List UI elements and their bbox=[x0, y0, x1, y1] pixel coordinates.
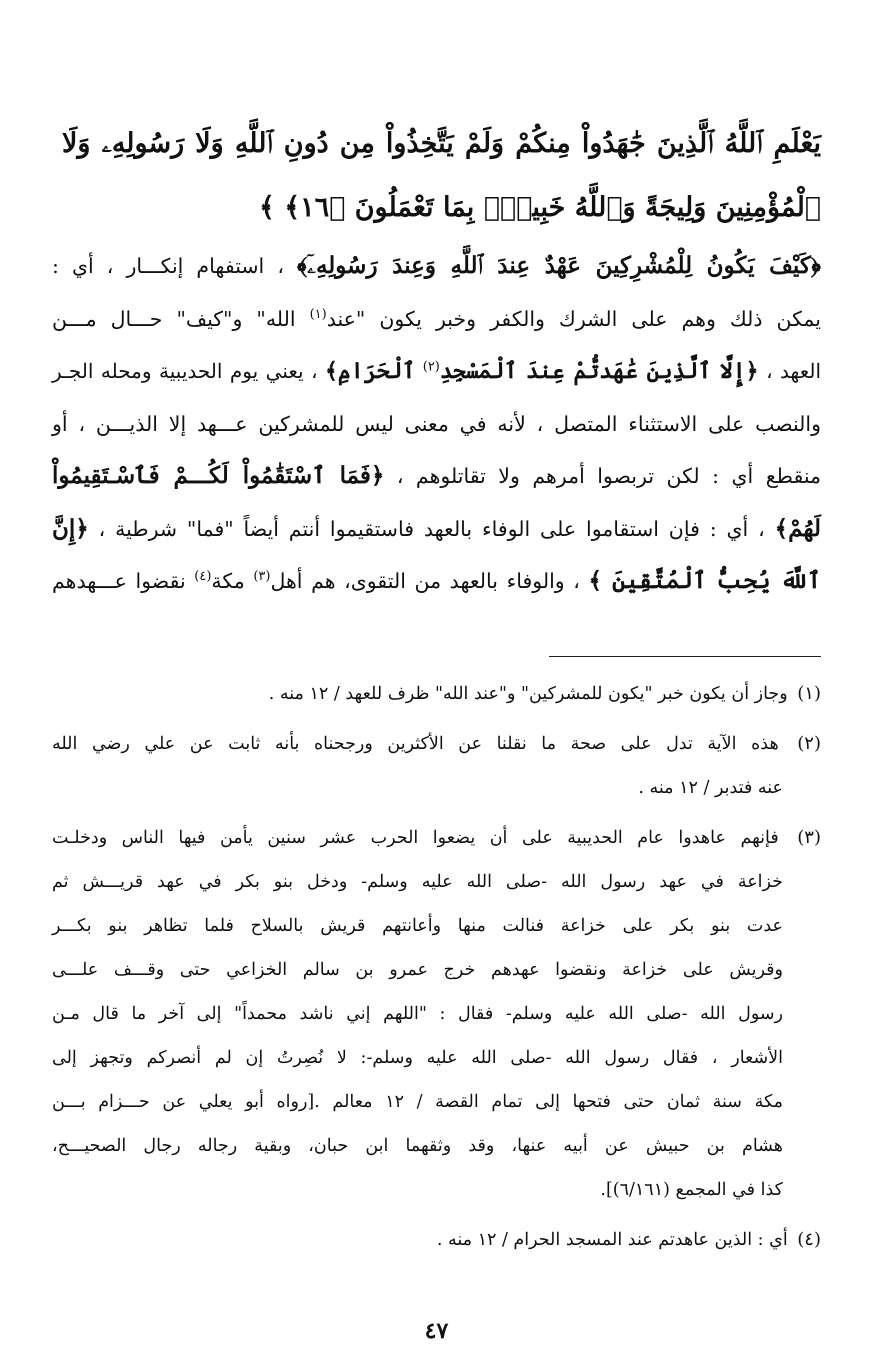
footnote-marker-3[interactable]: (٣) bbox=[253, 569, 271, 585]
commentary-line-6 bbox=[52, 503, 821, 556]
footnote-3 bbox=[52, 816, 821, 1212]
commentary-fragment: ، يعني يوم الحديبية ومحله الجـر bbox=[52, 359, 318, 383]
quoted-ayah: ٱلْحَرَامِ﴾ bbox=[325, 358, 416, 384]
quoted-ayah: لَهُمْ﴾ bbox=[774, 514, 821, 542]
commentary-fragment: مكة bbox=[211, 569, 245, 593]
footnote-marker-2[interactable]: (٢) bbox=[422, 359, 440, 375]
commentary-line-1 bbox=[52, 240, 821, 293]
footnotes bbox=[52, 672, 821, 1268]
commentary-line-4: والنصب على الاستثناء المتصل ، لأنه في معنى ليس للمشركين عـــهد إلا الذيـــن ، أو bbox=[52, 411, 821, 436]
footnote-line: الأشعار ، فقال رسول الله -صلى الله عليه وسلم-: لا نُصِرتُ إن لم أنصركم وتجهز إلى bbox=[52, 1048, 783, 1068]
footnote-text: وجاز أن يكون خبر "يكون للمشركين" و"عند الله" ظرف للعهد / ١٢ منه . bbox=[268, 684, 788, 704]
quoted-ayah: ﴿إِلَّا ٱلَّذِينَ عَٰهَدتُّمْ عِندَ ٱلْمَسْجِدِ bbox=[439, 358, 759, 384]
footnote-marker-1[interactable]: (١) bbox=[309, 306, 327, 322]
commentary-fragment: نقضوا عـــهدهم bbox=[52, 569, 186, 593]
footnote-line: خزاعة في عهد رسول الله -صلى الله عليه وسلم- ودخل بنو بكر في عهد قريـــش ثم bbox=[52, 872, 783, 892]
commentary-fragment: ، والوفاء بالعهد من التقوى، هم أهل bbox=[270, 569, 580, 593]
quoted-ayah: ﴿إِنَّ bbox=[52, 514, 89, 542]
footnote-line: كذا في المجمع (٦/١٦١)]. bbox=[600, 1180, 783, 1200]
commentary-fragment: يمكن ذلك وهم على الشرك والكفر وخبر يكون "عند bbox=[326, 306, 821, 331]
footnote-2 bbox=[52, 722, 821, 810]
quoted-ayah: ﴿كَيْفَ يَكُونُ لِلْمُشْرِكِينَ عَهْدٌ عِندَ ٱللَّهِ وَعِندَ رَسُولِهِۦٓ﴾ bbox=[297, 252, 821, 279]
commentary-fragment: ، أي : فإن استقاموا على الوفاء بالعهد فاستقيموا أنتم أيضاً "فما" شرطية ، bbox=[98, 516, 765, 541]
footnote-text: أي : الذين عاهدتم عند المسجد الحرام / ١٢ منه . bbox=[436, 1230, 788, 1250]
quran-verse-line-2: ٱلْمُؤْمِنِينَ وَلِيجَةً وَٱللَّهُ خَبِيرٌۢ بِمَا تَعْمَلُونَ ﴿١٦﴾ ﴾ bbox=[259, 192, 821, 223]
quran-verse-line-1: يَعْلَمِ ٱللَّهُ ٱلَّذِينَ جَٰهَدُواْ مِنكُمْ وَلَمْ يَتَّخِذُواْ مِن دُونِ ٱللَّهِ وَلَا رَسُولِهِۦ وَلَا bbox=[62, 128, 821, 159]
footnote-line bbox=[52, 816, 821, 860]
footnote-number: (١) bbox=[797, 683, 821, 704]
footnote-line: وقريش على خزاعة ونقضوا عهدهم خرج عمرو بن سالم الخزاعي حتى وقـــف علـــى bbox=[52, 960, 783, 980]
footnote-line: مكة سنة ثمان حتى فتحها إلى تمام القصة / ١٢ معالم .[رواه أبو يعلي عن حـــزام بـــن bbox=[52, 1092, 783, 1112]
commentary-line-5 bbox=[52, 450, 821, 503]
commentary-fragment: منقطع أي : لكن تربصوا أمرهم ولا تقاتلوهم ، bbox=[396, 464, 821, 488]
footnote-line bbox=[52, 722, 821, 766]
footnote-text: هذه الآية تدل على صحة ما نقلنا عن الأكثرين ورجحناه بأنه ثابت عن علي رضي الله bbox=[52, 734, 779, 754]
footnote-1 bbox=[52, 672, 821, 716]
footnote-number: (٤) bbox=[797, 1229, 821, 1250]
footnote-line: عنه فتدبر / ١٢ منه . bbox=[638, 778, 783, 798]
footnote-line bbox=[52, 672, 821, 716]
footnote-marker-4[interactable]: (٤) bbox=[194, 569, 212, 585]
commentary-line-2 bbox=[52, 293, 821, 346]
footnote-4 bbox=[52, 1218, 821, 1262]
commentary-fragment: ، استفهام إنكـــار ، أي : bbox=[52, 254, 284, 278]
quoted-ayah: ﴿فَمَا ٱسْتَقَٰمُواْ لَكُـــمْ فَٱسْـتَقِيمُواْ bbox=[52, 462, 385, 489]
footnote-number: (٣) bbox=[797, 827, 821, 848]
commentary-fragment: الله" و"كيف" حـــال مـــن bbox=[52, 306, 296, 331]
quran-verse-block bbox=[62, 112, 821, 240]
page-number: ٤٧ bbox=[424, 1318, 449, 1344]
commentary-fragment: العهد ، bbox=[766, 359, 822, 383]
commentary-line-7 bbox=[52, 555, 821, 608]
footnote-text: فإنهم عاهدوا عام الحديبية على أن يضعوا الحرب عشر سنين يأمن فيها الناس ودخلـت bbox=[52, 828, 779, 848]
footnote-line: هشام بن حبيش عن أبيه عنها، وقد وثقهما ابن حبان، وبقية رجاله رجال الصحيـــح، bbox=[52, 1136, 783, 1156]
footnote-line bbox=[52, 1218, 821, 1262]
footnote-number: (٢) bbox=[797, 733, 821, 754]
footnote-line: رسول الله -صلى الله عليه وسلم- فقال : "اللهم إني ناشد محمداً" إلى آخر ما قال مـن bbox=[52, 1004, 783, 1024]
quoted-ayah: ٱللَّهَ يُحِبُّ ٱلْمُتَّقِينَ ﴾ bbox=[588, 567, 821, 594]
footnote-separator bbox=[549, 656, 821, 657]
footnote-line: عدت بنو بكر على خزاعة فنالت منها وأعانتهم قريش بالسلاح فلما تظاهر بنو بكـــر bbox=[52, 916, 783, 936]
commentary-line-3 bbox=[52, 345, 821, 398]
commentary-text bbox=[52, 240, 821, 608]
